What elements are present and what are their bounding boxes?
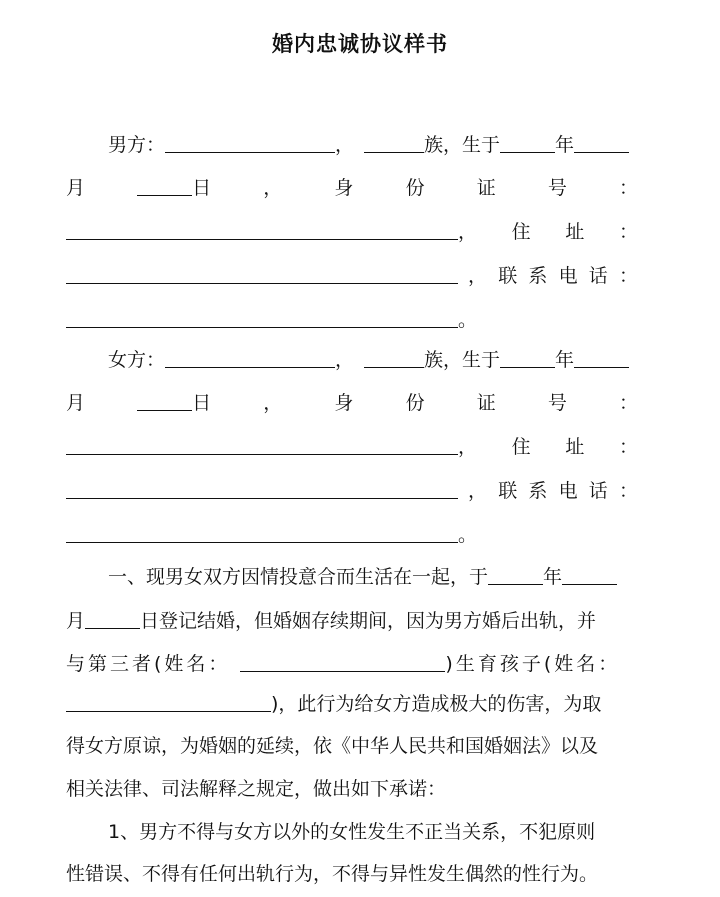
female-id-blank[interactable] <box>66 434 458 455</box>
male-line-2: 月 日 ， 身 份 证 号 ： <box>66 177 638 199</box>
female-line-5: 。 <box>66 520 638 550</box>
marriage-month-blank[interactable] <box>562 564 617 585</box>
female-phone-blank[interactable] <box>66 522 458 543</box>
child-name-blank[interactable] <box>66 691 271 712</box>
male-month-blank[interactable] <box>574 132 629 153</box>
document-title: 婚内忠诚协议样书 <box>272 32 448 56</box>
male-phone-blank[interactable] <box>66 307 458 328</box>
section1-line-2: 月 日登记结婚，但婚姻存续期间，因为男方婚后出轨，并 <box>66 610 597 632</box>
section1-line-6: 相关法律、司法解释之规定，做出如下承诺： <box>66 778 447 800</box>
female-line-3: ， 住 址 ： <box>66 432 638 462</box>
male-day-blank[interactable] <box>137 175 192 196</box>
marriage-day-blank[interactable] <box>85 608 140 629</box>
female-label: 女方： <box>108 349 166 371</box>
male-name-blank[interactable] <box>165 132 335 153</box>
male-line-5: 。 <box>66 305 638 335</box>
female-line-2: 月 日 ， 身 份 证 号 ： <box>66 392 638 414</box>
female-line-4: ， 联 系 电 话 ： <box>66 476 638 506</box>
male-line-3: ， 住 址 ： <box>66 217 638 247</box>
female-year-blank[interactable] <box>500 347 555 368</box>
male-line-1: 男方： ， 族，生于 年 <box>66 130 638 160</box>
section1-line-3: 与第三者(姓名： )生育孩子(姓名： <box>66 653 621 675</box>
marriage-year-blank[interactable] <box>488 564 543 585</box>
male-ethnic-blank[interactable] <box>364 132 424 153</box>
third-party-name-blank[interactable] <box>240 651 445 672</box>
male-address-blank[interactable] <box>66 263 458 284</box>
male-label: 男方： <box>108 134 166 156</box>
female-line-1: 女方： ， 族，生于 年 <box>66 345 638 375</box>
female-month-blank[interactable] <box>574 347 629 368</box>
section1-line-4: )，此行为给女方造成极大的伤害，为取 <box>66 689 638 719</box>
clause1-line-2: 性错误、不得有任何出轨行为，不得与异性发生偶然的性行为。 <box>66 863 599 885</box>
male-year-blank[interactable] <box>500 132 555 153</box>
female-ethnic-blank[interactable] <box>364 347 424 368</box>
section1-line-1: 一、现男女双方因情投意合而生活在一起，于 年 <box>66 562 638 592</box>
female-address-blank[interactable] <box>66 478 458 499</box>
section1-line-5: 得女方原谅，为婚姻的延续，依《中华人民共和国婚姻法》以及 <box>66 735 599 757</box>
female-name-blank[interactable] <box>165 347 335 368</box>
male-line-4: ， 联 系 电 话 ： <box>66 261 638 291</box>
male-id-blank[interactable] <box>66 219 458 240</box>
female-day-blank[interactable] <box>137 390 192 411</box>
clause1-line-1: 1、男方不得与女方以外的女性发生不正当关系，不犯原则 <box>108 821 596 843</box>
